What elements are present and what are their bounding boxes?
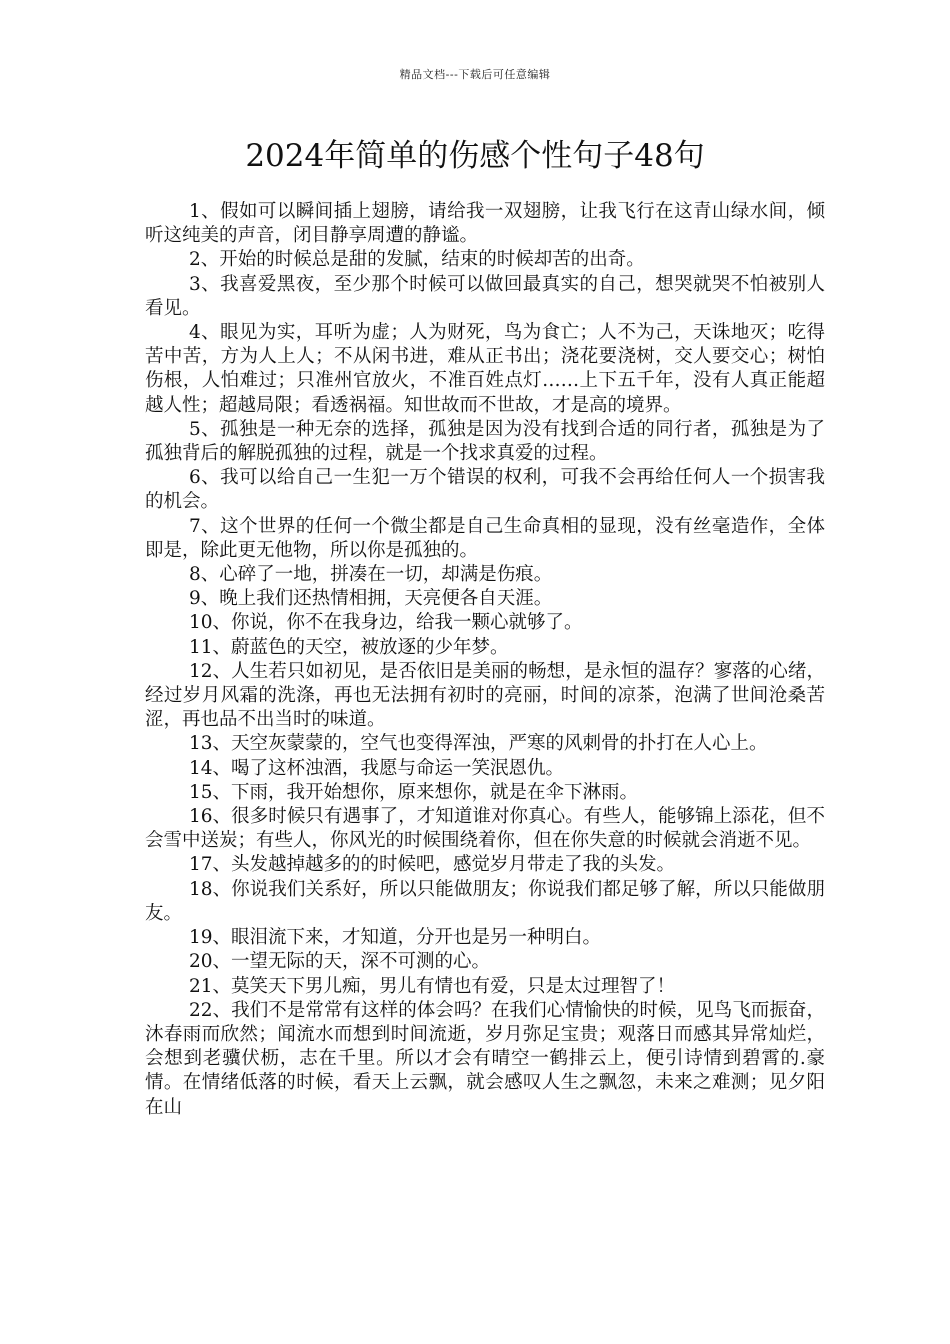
paragraph-2: 2、开始的时候总是甜的发腻，结束的时候却苦的出奇。 bbox=[189, 249, 645, 271]
paragraph-18: 18、你说我们关系好，所以只能做朋友；你说我们都足够了解，所以只能做朋友。 bbox=[145, 878, 825, 924]
paragraph-8: 8、心碎了一地，拼凑在一切，却满是伤痕。 bbox=[189, 564, 553, 586]
paragraph-1: 1、假如可以瞬间插上翅膀，请给我一双翅膀，让我飞行在这青山绿水间，倾听这纯美的声音，闭目静享周遭的静谧。 bbox=[145, 201, 825, 247]
paragraph-15: 15、下雨，我开始想你，原来想你，就是在伞下淋雨。 bbox=[189, 781, 639, 803]
paragraph-4: 4、眼见为实，耳听为虚；人为财死，鸟为食亡；人不为己，天诛地灭；吃得苦中苦，方为人上人；不从闲书进，难从正书出；浇花要浇树，交人要交心；树怕伤根，人怕难过；只准州官放火，不准百姓点灯……上下五千年，没有人真正能超越人性；超越局限；看透祸福。知世故而不世故，才是高的境界。 bbox=[145, 322, 825, 416]
paragraph-5: 5、孤独是一种无奈的选择，孤独是因为没有找到合适的同行者，孤独是为了孤独背后的解脱孤独的过程，就是一个找求真爱的过程。 bbox=[145, 418, 825, 465]
paragraph-7: 7、这个世界的任何一个微尘都是自己生命真相的显现，没有丝毫造作，全体即是，除此更无他物，所以你是孤独的。 bbox=[145, 515, 825, 561]
paragraph-20: 20、一望无际的天，深不可测的心。 bbox=[189, 951, 491, 973]
paragraph-10: 10、你说，你不在我身边，给我一颗心就够了。 bbox=[189, 612, 583, 634]
paragraph-16: 16、很多时候只有遇事了，才知道谁对你真心。有些人，能够锦上添花，但不会雪中送炭；有些人，你风光的时候围绕着你，但在你失意的时候就会消逝不见。 bbox=[145, 806, 825, 852]
paragraph-13: 13、天空灰蒙蒙的，空气也变得浑浊，严寒的风刺骨的扑打在人心上。 bbox=[189, 733, 768, 755]
paragraph-14: 14、喝了这杯浊酒，我愿与命运一笑泯恩仇。 bbox=[189, 757, 565, 779]
paragraph-17: 17、头发越掉越多的的时候吧，感觉岁月带走了我的头发。 bbox=[189, 854, 676, 876]
paragraph-9: 9、晚上我们还热情相拥，天亮便各自天涯。 bbox=[189, 588, 553, 610]
paragraph-19: 19、眼泪流下来，才知道，分开也是另一种明白。 bbox=[189, 927, 602, 949]
document-title: 2024年简单的伤感个性句子48句 bbox=[245, 138, 705, 174]
paragraph-12: 12、人生若只如初见，是否依旧是美丽的畅想，是永恒的温存？寥落的心绪，经过岁月风霜的洗涤，再也无法拥有初时的亮丽，时间的凉茶，泡满了世间沧桑苦涩，再也品不出当时的味道。 bbox=[145, 660, 825, 731]
paragraph-3: 3、我喜爱黑夜，至少那个时候可以做回最真实的自己，想哭就哭不怕被别人看见。 bbox=[145, 273, 825, 319]
paragraph-6: 6、我可以给自己一生犯一万个错误的权利，可我不会再给任何人一个损害我的机会。 bbox=[145, 467, 825, 513]
paragraph-11: 11、蔚蓝色的天空，被放逐的少年梦。 bbox=[189, 636, 509, 658]
paragraph-21: 21、莫笑天下男儿痴，男儿有情也有爱，只是太过理智了！ bbox=[189, 975, 676, 997]
paragraph-22: 22、我们不是常常有这样的体会吗？在我们心情愉快的时候，见鸟飞而振奋，沐春雨而欣然；闻流水而想到时间流逝，岁月弥足宝贵；观落日而感其异常灿烂，会想到老骥伏枥，志在千里。所以才会有晴空一鹤排云上，便引诗情到碧霄的.豪情。在情绪低落的时候，看天上云飘，就会感叹人生之飘忽，未来之难测；见夕阳在山 bbox=[145, 999, 825, 1118]
document-header-note: 精品文档---下载后可任意编辑 bbox=[399, 68, 551, 81]
document-body bbox=[145, 200, 825, 1120]
